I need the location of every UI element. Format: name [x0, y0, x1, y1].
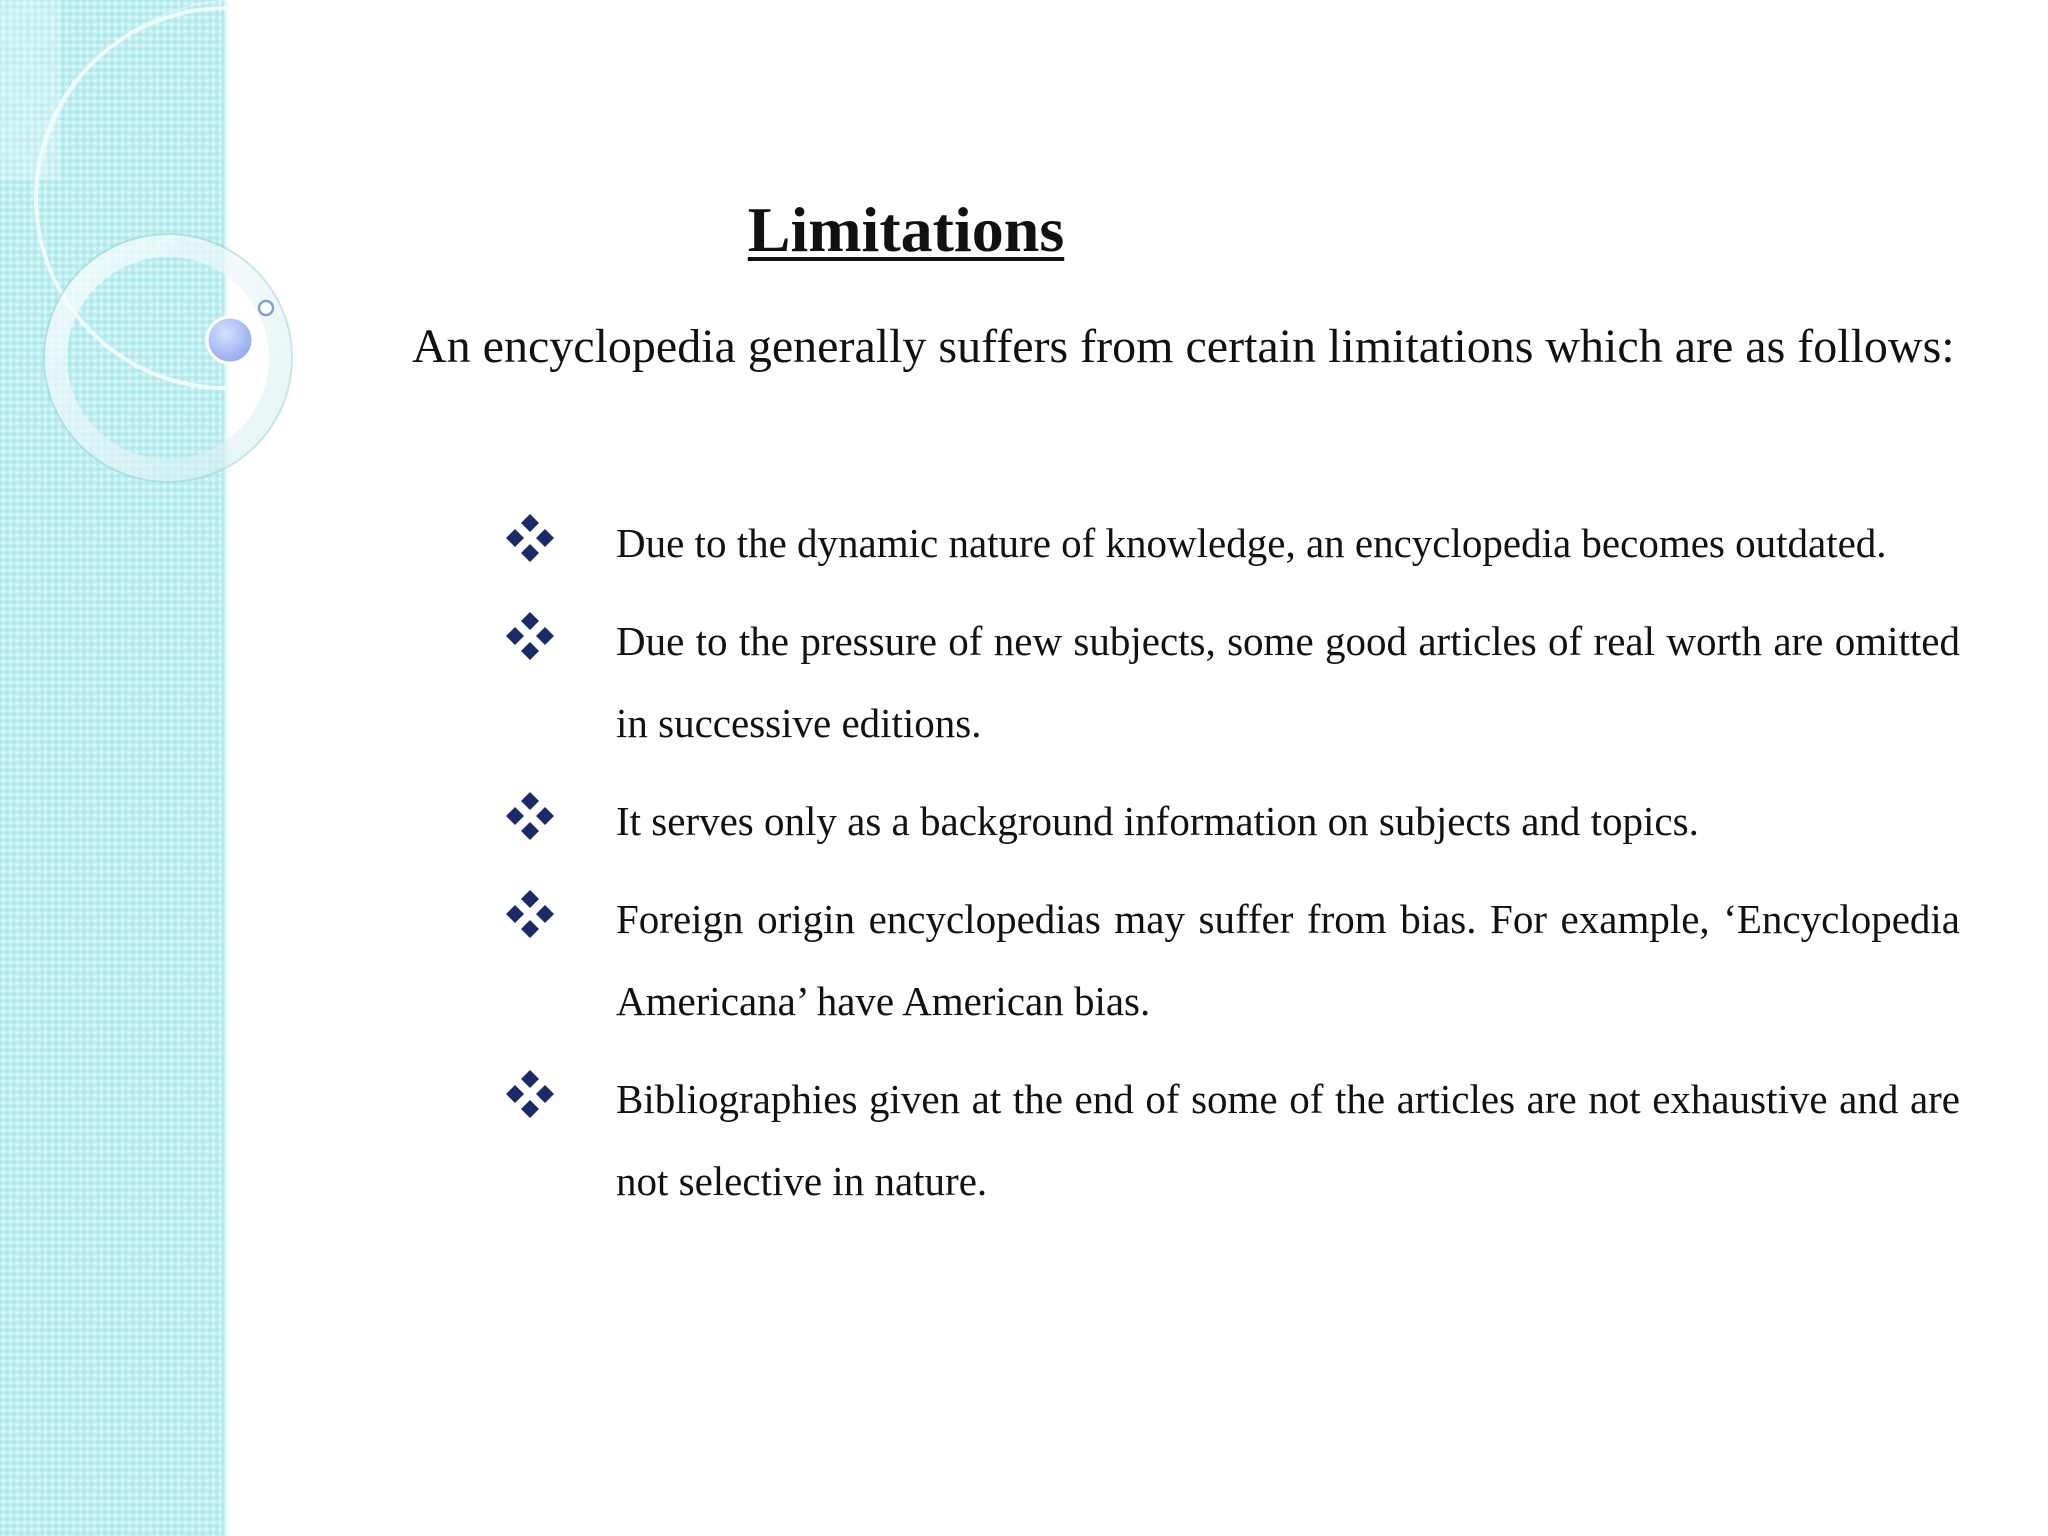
- list-item: [500, 780, 1960, 862]
- slide-title: Limitations: [747, 194, 1065, 265]
- list-item-text: Due to the dynamic nature of knowledge, an encyclopedia becomes outdated.: [616, 520, 1887, 566]
- four-diamond-bullet-icon: [504, 512, 556, 564]
- intro-paragraph: An encyclopedia generally suffers from certain limitations which are as follows:: [412, 320, 1955, 373]
- four-diamond-bullet-icon: [504, 610, 556, 662]
- list-item-text: Due to the pressure of new subjects, some good articles of real worth are omitted in successive editions.: [616, 618, 1960, 746]
- small-ring-dot: [259, 301, 273, 315]
- list-item: [500, 600, 1960, 764]
- four-diamond-bullet-icon: [504, 1068, 556, 1120]
- list-item: [500, 878, 1960, 1042]
- accent-dot: [207, 317, 253, 363]
- four-diamond-bullet-icon: [504, 888, 556, 940]
- four-diamond-bullet-icon: [504, 790, 556, 842]
- list-item-text: Foreign origin encyclopedias may suffer from bias. For example, ‘Encyclopedia Americana’ have American bias.: [616, 896, 1960, 1024]
- list-item: [500, 1058, 1960, 1222]
- list-item: [500, 502, 1960, 584]
- corner-highlight: [0, 0, 60, 180]
- list-item-text: Bibliographies given at the end of some of the articles are not exhaustive and are not selective in nature.: [616, 1076, 1960, 1204]
- limitations-list: [500, 502, 1960, 1238]
- list-item-text: It serves only as a background information on subjects and topics.: [616, 798, 1699, 844]
